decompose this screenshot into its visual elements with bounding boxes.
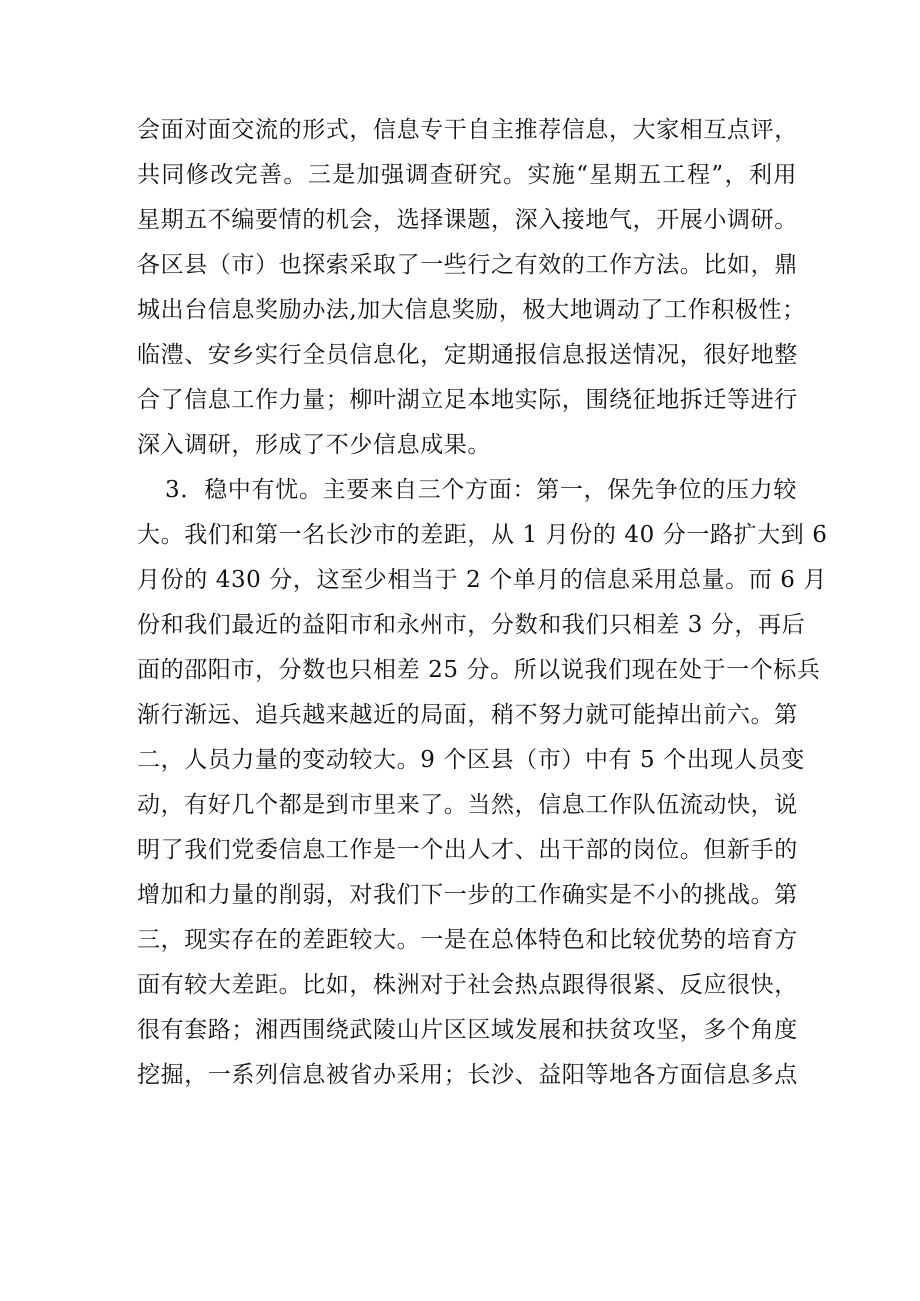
paragraph-start-line: 3．稳中有忧。主要来自三个方面：第一，保先争位的压力较	[165, 477, 797, 503]
text-line: 各区县（市）也探索采取了一些行之有效的工作方法。比如，鼎	[137, 252, 798, 278]
text-line: 增加和力量的削弱，对我们下一步的工作确实是不小的挑战。第	[137, 882, 798, 908]
text-line: 合了信息工作力量；柳叶湖立足本地实际，围绕征地拆迁等进行	[137, 387, 798, 413]
text-line: 月份的 430 分，这至少相当于 2 个单月的信息采用总量。而 6 月	[137, 567, 828, 593]
text-line: 城出台信息奖励办法,加大信息奖励，极大地调动了工作积极性；	[137, 297, 806, 323]
text-line: 星期五不编要情的机会，选择课题，深入接地气，开展小调研。	[137, 207, 798, 233]
body-text	[137, 108, 828, 1098]
text-line: 共同修改完善。三是加强调查研究。实施“星期五工程”，利用	[137, 162, 797, 188]
text-line: 大。我们和第一名长沙市的差距，从 1 月份的 40 分一路扩大到 6	[137, 522, 828, 548]
text-line: 渐行渐远、追兵越来越近的局面，稍不努力就可能掉出前六。第	[137, 702, 798, 728]
text-line: 会面对面交流的形式，信息专干自主推荐信息，大家相互点评，	[137, 117, 798, 143]
text-line: 明了我们党委信息工作是一个出人才、出干部的岗位。但新手的	[137, 837, 798, 863]
text-line: 份和我们最近的益阳市和永州市，分数和我们只相差 3 分，再后	[137, 612, 806, 638]
text-line: 三，现实存在的差距较大。一是在总体特色和比较优势的培育方	[137, 927, 798, 953]
text-line: 深入调研，形成了不少信息成果。	[137, 432, 491, 458]
text-line: 挖掘，一系列信息被省办采用；长沙、益阳等地各方面信息多点	[137, 1062, 798, 1088]
text-line: 很有套路；湘西围绕武陵山片区区域发展和扶贫攻坚，多个角度	[137, 1017, 798, 1043]
text-line: 面的邵阳市，分数也只相差 25 分。所以说我们现在处于一个标兵	[137, 657, 821, 683]
text-line: 面有较大差距。比如，株洲对于社会热点跟得很紧、反应很快，	[137, 972, 798, 998]
text-line: 动，有好几个都是到市里来了。当然，信息工作队伍流动快，说	[137, 792, 798, 818]
text-line: 二，人员力量的变动较大。9 个区县（市）中有 5 个出现人员变	[137, 747, 805, 773]
text-line: 临澧、安乡实行全员信息化，定期通报信息报送情况，很好地整	[137, 342, 798, 368]
